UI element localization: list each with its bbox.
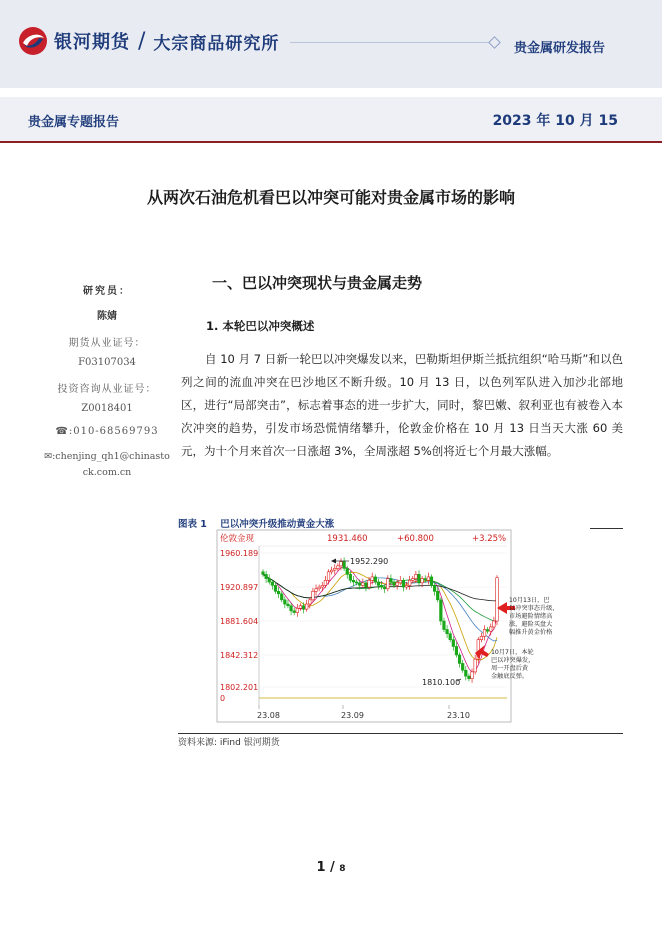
candle-body	[480, 636, 483, 639]
invest-cert: Z0018401	[81, 403, 133, 414]
candle-body	[399, 580, 402, 583]
candle-body	[330, 570, 333, 572]
candle-body	[443, 621, 446, 629]
candle-body	[374, 577, 377, 582]
page-number	[0, 860, 662, 875]
candle-body	[440, 600, 443, 621]
candle-body	[327, 572, 330, 580]
annotation-line: 周一开盘后黄	[491, 665, 529, 672]
candle-body	[362, 583, 365, 586]
candle-body	[305, 604, 308, 609]
candle-body	[268, 579, 271, 582]
candle-body	[421, 579, 424, 583]
figure-rule	[590, 528, 623, 529]
candle-body	[405, 585, 408, 587]
candle-body	[458, 655, 461, 663]
x-tick-label: 23.10	[447, 711, 470, 720]
annotation-line: 巴以冲突爆发，	[491, 657, 535, 664]
report-category: 贵金属专题报告	[28, 115, 120, 130]
candle-body	[262, 572, 265, 575]
candle-body	[280, 594, 283, 600]
candle-body	[427, 577, 430, 580]
y-tick-label: 1881.604	[220, 617, 259, 626]
candle-body	[411, 579, 414, 581]
email[interactable]: ✉:chenjing_qh1@chinastock.com.cn	[44, 451, 170, 478]
candle-body	[365, 583, 368, 587]
candle-body	[430, 577, 433, 585]
body-paragraph: 自 10 月 7 日新一轮巴以冲突爆发以来，巴勒斯坦伊斯兰抵抗组织“哈马斯”和以色列之间的流血冲突在巴沙地区不断升级。10 月 13 日，以色列军队进入加沙北部地区，进行“局部突击”，标志着事态的进一步扩大，同时，黎巴嫩、叙利亚也有被卷入本次冲突的趋势，引发市场恐慌情绪攀升，伦敦金价格在 10 月 13 日当天大涨 60 美元，为十个月来首次一日涨超 3%，全周涨超 5%创将近七个月最大涨幅。	[181, 352, 623, 458]
candle-body	[461, 663, 464, 670]
header-slash: /	[138, 28, 146, 54]
candle-body	[318, 587, 321, 589]
candle-body	[284, 600, 287, 604]
figure-caption	[178, 516, 334, 530]
candle-body	[393, 582, 396, 585]
author-sidebar	[44, 282, 170, 481]
candle-body	[368, 580, 371, 587]
candle-body	[486, 629, 489, 631]
candle-body	[265, 574, 268, 578]
candle-body	[474, 659, 477, 672]
candle-body	[287, 604, 290, 606]
candle-body	[302, 606, 305, 609]
y-tick-label: 1960.189	[220, 549, 259, 558]
candle-body	[465, 670, 468, 676]
candle-body	[489, 627, 492, 631]
candle-body	[343, 562, 346, 569]
researcher-name: 陈婧	[97, 311, 117, 322]
x-tick-label: 23.08	[257, 711, 280, 720]
galaxy-logo-icon	[18, 26, 48, 56]
candle-body	[496, 578, 499, 621]
candle-body	[493, 621, 496, 627]
candle-body	[352, 580, 355, 582]
subsection-heading: 1. 本轮巴以冲突概述	[206, 319, 315, 333]
report-type: 贵金属研发报告	[514, 41, 606, 56]
candle-body	[390, 579, 393, 582]
y-tick-label: 1802.201	[220, 683, 259, 692]
institute-name: 大宗商品研究所	[153, 33, 280, 54]
candle-body	[299, 606, 302, 609]
y-tick-label: 1842.312	[220, 651, 259, 660]
y-tick-label: 1920.897	[220, 583, 259, 592]
phone: ☎:010-68569793	[55, 426, 159, 437]
candle-body	[321, 585, 324, 587]
researcher-label: 研究员：	[83, 286, 131, 297]
candle-body	[349, 574, 352, 580]
page-total: 8	[339, 864, 346, 874]
candle-body	[337, 566, 340, 569]
candle-body	[483, 629, 486, 636]
gold-price-chart	[217, 530, 559, 722]
page-current: 1	[316, 860, 326, 875]
header-rule	[290, 42, 490, 43]
page-title: 从两次石油危机看巴以冲突可能对贵金属市场的影响	[146, 188, 515, 207]
candle-body	[433, 585, 436, 591]
candle-body	[371, 577, 374, 580]
section-heading: 一、巴以冲突现状与贵金属走势	[212, 274, 423, 292]
candle-body	[377, 582, 380, 585]
brand-name: 银河期货	[54, 32, 130, 53]
candle-body	[402, 580, 405, 587]
futures-cert-label: 期货从业证号：	[68, 338, 146, 349]
figure-label: 图表 1	[178, 519, 207, 530]
series-name: 伦敦金现	[220, 534, 255, 544]
candle-body	[418, 574, 421, 582]
futures-cert: F03107034	[78, 357, 136, 368]
candle-body	[312, 591, 315, 599]
candle-body	[333, 568, 336, 570]
candle-body	[290, 606, 293, 611]
annotation-line: 幅推升黄金价格	[509, 629, 553, 636]
candle-body	[471, 672, 474, 679]
candle-body	[296, 608, 299, 612]
candle-body	[355, 582, 358, 583]
annotation-line: 金触底反弹。	[491, 673, 529, 680]
candle-body	[358, 583, 361, 586]
low-label: 1810.100	[422, 678, 461, 687]
annotation-line: 涨，避险买盘大	[509, 621, 553, 628]
y-tick-label: 0	[220, 694, 226, 703]
candle-body	[271, 582, 274, 585]
annotation-oct13	[509, 596, 559, 636]
report-date: 2023 年 10 月 15	[492, 113, 618, 129]
candle-body	[324, 580, 327, 585]
candle-body	[452, 640, 455, 647]
subheader-band	[0, 97, 662, 143]
candle-body	[309, 600, 312, 604]
candle-body	[380, 585, 383, 587]
candle-body	[408, 580, 411, 585]
candle-body	[346, 568, 349, 574]
candle-body	[396, 583, 399, 586]
candle-body	[383, 587, 386, 589]
candle-body	[274, 585, 277, 591]
candle-body	[415, 574, 418, 578]
low-annotation	[422, 678, 461, 687]
last-price: 1931.460	[327, 534, 368, 544]
annotation-line: 以冲突事态升级，	[509, 605, 559, 612]
candle-body	[468, 676, 471, 679]
annotation-line: 10月13日，巴	[509, 597, 550, 604]
candle-body	[455, 646, 458, 654]
figure-source: 资料来源: iFind 银河期货	[178, 738, 280, 748]
high-label: 1952.290	[350, 557, 389, 566]
figure-title: 巴以冲突升级推动黄金大涨	[220, 519, 335, 530]
logo	[18, 26, 279, 56]
x-tick-label: 23.09	[341, 711, 364, 720]
annotation-line: 市场避险情绪高	[509, 613, 553, 620]
candle-body	[315, 589, 318, 592]
candle-body	[446, 629, 449, 633]
source-rule	[178, 733, 623, 734]
candle-body	[449, 634, 452, 640]
price-change-pct: +3.25%	[472, 534, 507, 544]
invest-cert-label: 投资咨询从业证号：	[57, 384, 157, 395]
candle-body	[424, 579, 427, 581]
annotation-line: 10月7日，本轮	[491, 649, 534, 656]
candle-body	[277, 591, 280, 594]
candle-body	[436, 591, 439, 599]
candle-body	[293, 611, 296, 613]
candle-body	[340, 562, 343, 566]
price-change: +60.800	[397, 534, 434, 544]
page-sep: /	[325, 860, 340, 875]
candle-body	[387, 579, 390, 589]
